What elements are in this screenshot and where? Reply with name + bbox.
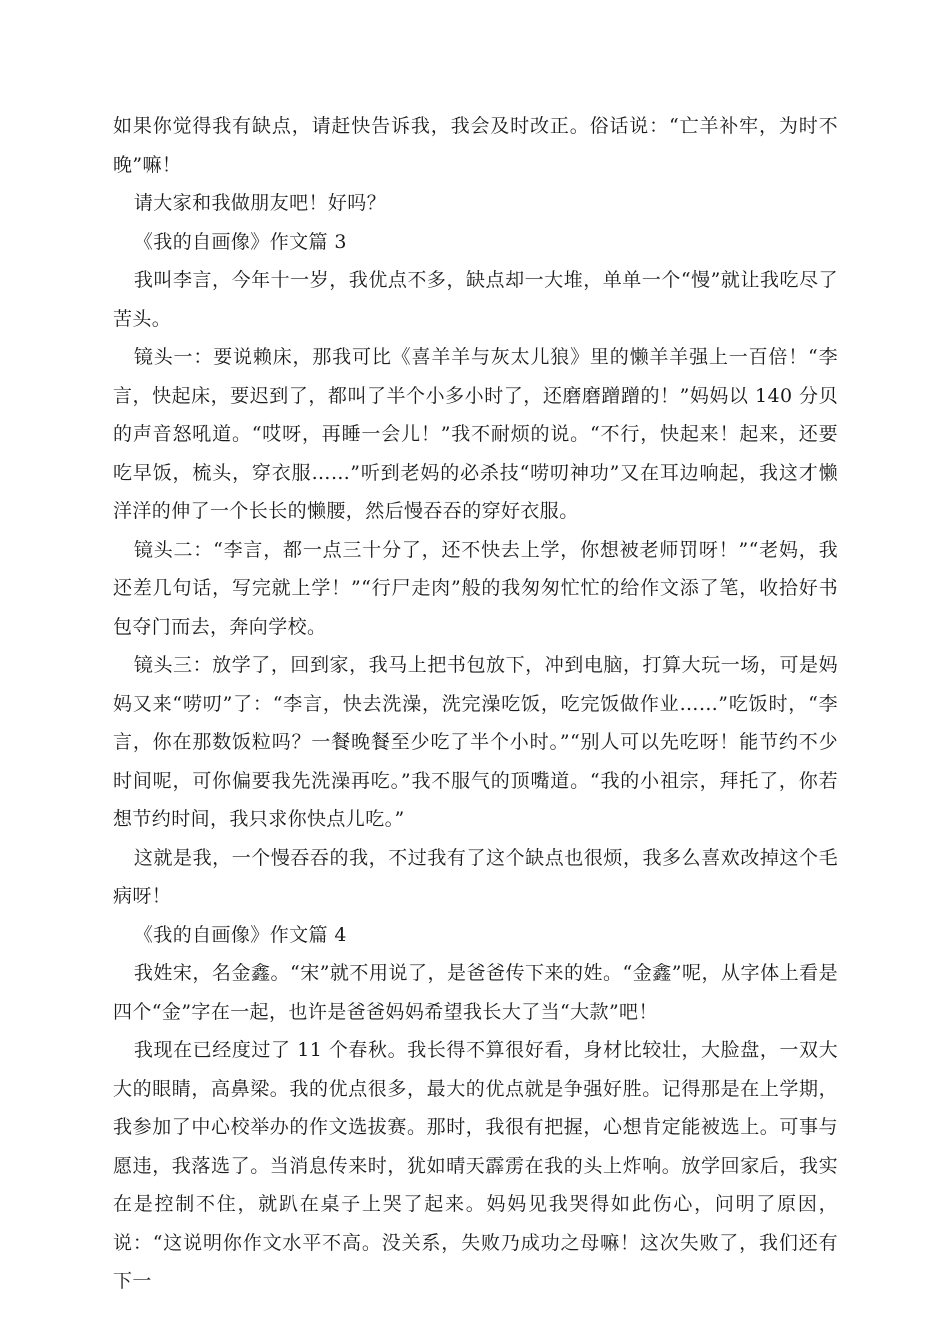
paragraph-scene-one: 镜头一：要说赖床，那我可比《喜羊羊与灰太儿狼》里的懒羊羊强上一百倍！“李言，快起床，要迟到了，都叫了半个小多小时了，还磨磨蹭蹭的！”妈妈以 140 分贝的声音怒吼道。“哎呀，再睡一会儿！”我不耐烦的说。“不行，快起来！起来，还要吃早饭，梳头，穿衣服……”听到老妈的必杀技“唠叨神功”又在耳边响起，我这才懒洋洋的伸了一个长长的懒腰，然后慢吞吞的穿好衣服。 xyxy=(113,346,838,522)
paragraph-conclusion-3: 这就是我，一个慢吞吞的我，不过我有了这个缺点也很烦，我多么喜欢改掉这个毛病呀！ xyxy=(113,846,838,907)
paragraph-name-intro: 我姓宋，名金鑫。“宋”就不用说了，是爸爸传下来的姓。“金鑫”呢，从字体上看是四个“金”字在一起，也许是爸爸妈妈希望我长大了当“大款”吧！ xyxy=(113,962,838,1023)
paragraph-closing-remark: 如果你觉得我有缺点，请赶快告诉我，我会及时改正。俗话说：“亡羊补牢，为时不晚”嘛！ xyxy=(113,115,838,176)
document-body xyxy=(113,107,838,1301)
essay-heading-4: 《我的自画像》作文篇 4 xyxy=(133,923,347,946)
paragraph-self-description: 我现在已经度过了 11 个春秋。我长得不算很好看，身材比较壮，大脸盘，一双大大的眼睛，高鼻梁。我的优点很多，最大的优点就是争强好胜。记得那是在上学期，我参加了中心校举办的作文选拔赛。那时，我很有把握，心想肯定能被选上。可事与愿违，我落选了。当消息传来时，犹如晴天霹雳在我的头上炸响。放学回家后，我实在是控制不住，就趴在桌子上哭了起来。妈妈见我哭得如此伤心，问明了原因，说：“这说明你作文水平不高。没关系，失败乃成功之母嘛！这次失败了，我们还有下一 xyxy=(113,1039,838,1292)
essay-heading-3: 《我的自画像》作文篇 3 xyxy=(133,230,347,253)
paragraph-intro-li-yan: 我叫李言，今年十一岁，我优点不多，缺点却一大堆，单单一个“慢”就让我吃尽了苦头。 xyxy=(113,269,838,330)
paragraph-invitation: 请大家和我做朋友吧！好吗？ xyxy=(133,192,387,214)
paragraph-scene-three: 镜头三：放学了，回到家，我马上把书包放下，冲到电脑，打算大玩一场，可是妈妈又来“唠叨”了：“李言，快去洗澡，洗完澡吃饭，吃完饭做作业……”吃饭时，“李言，你在那数饭粒吗？一餐晚餐至少吃了半个小时。”“别人可以先吃呀！能节约不少时间呢，可你偏要我先洗澡再吃。”我不服气的顶嘴道。“我的小祖宗，拜托了，你若想节约时间，我只求你快点儿吃。” xyxy=(113,654,838,830)
paragraph-scene-two: 镜头二：“李言，都一点三十分了，还不快去上学，你想被老师罚呀！”“老妈，我还差几句话，写完就上学！”“行尸走肉”般的我匆匆忙忙的给作文添了笔，收拾好书包夺门而去，奔向学校。 xyxy=(113,538,838,638)
